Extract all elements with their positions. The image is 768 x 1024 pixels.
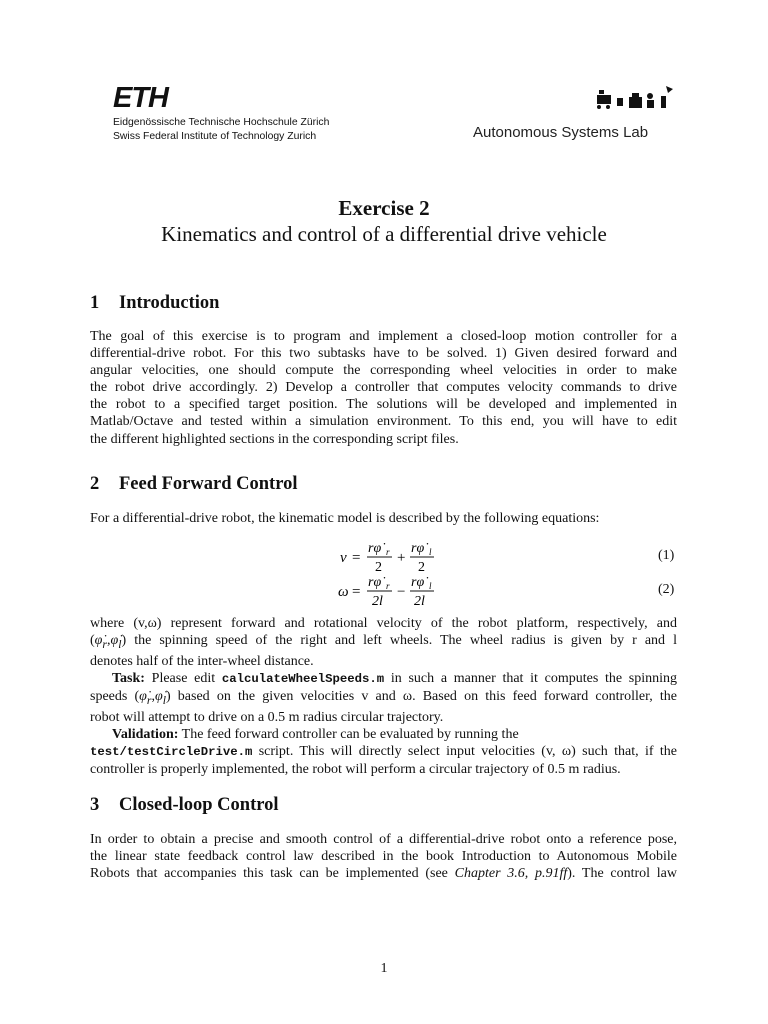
text-line: robot will attempt to drive on a 0.5 m radius circular trajectory. xyxy=(90,710,444,726)
eq-denominator: 2l xyxy=(414,594,425,609)
text-fragment: in such a manner that it computes the spinning xyxy=(390,671,677,687)
text-line: where (v,ω) represent forward and rotational velocity of the robot platform, respectively, and xyxy=(90,616,677,631)
equation-number: (1) xyxy=(658,548,675,563)
eq-numerator: rφ̇ xyxy=(411,575,425,590)
lab-name: Autonomous Systems Lab xyxy=(473,124,649,141)
task-file: calculateWheelSpeeds.m xyxy=(221,672,385,687)
document-title xyxy=(0,195,768,247)
text-line: speeds $(\varphi̇_r,\varphi̇_l)$ based on the given velocities v and ω. Based on this feed forward controller, the xyxy=(90,689,677,707)
eth-wordmark: ETH xyxy=(113,82,168,114)
eq-lhs: ω xyxy=(338,584,349,600)
robots-icon xyxy=(595,84,677,120)
eq-operator: + xyxy=(397,550,406,566)
text-line: the linear state feedback control law described in the book Introduction to Autonomous Mobile xyxy=(90,849,677,865)
institution-english: Swiss Federal Institute of Technology Zurich xyxy=(113,131,317,142)
task-line xyxy=(90,670,677,688)
text-fragment: script. This will directly select input velocities (v, ω) such that, if the xyxy=(258,744,678,760)
exercise-subtitle: Kinematics and control of a differential drive vehicle xyxy=(161,222,607,246)
section-number: 2 xyxy=(90,474,100,494)
page-number: 1 xyxy=(380,961,388,976)
text-line: Matlab/Octave and tested within a simulation environment. To this end, you will have to edit xyxy=(90,414,677,430)
text-line: angular velocities, one should compute the corresponding wheel velocities in order to make xyxy=(90,363,677,379)
eq-numerator: rφ̇ xyxy=(368,541,382,556)
equation-1 xyxy=(330,538,450,576)
eq-subscript: r xyxy=(386,581,390,591)
section-heading-feed-forward xyxy=(90,474,297,495)
introduction-paragraph xyxy=(90,328,677,448)
eq-numerator: rφ̇ xyxy=(368,575,382,590)
text-fragment: Robots that accompanies this task can be implemented (see xyxy=(90,866,448,882)
eth-logo xyxy=(113,84,329,144)
kinematic-intro xyxy=(90,510,677,527)
eq-numerator: rφ̇ xyxy=(411,541,425,556)
svg-text:=: = xyxy=(352,550,361,566)
closed-loop-paragraph xyxy=(90,831,677,882)
text-line: the robot drive accordingly. 2) Develop a controller that computes velocity commands to drive xyxy=(90,380,677,396)
text-line: the robot to a specified target position. The solutions will be developed and implemented in xyxy=(90,397,677,413)
text-line: For a differential-drive robot, the kinematic model is described by the following equations: xyxy=(90,511,600,526)
section-heading-closed-loop xyxy=(90,795,279,816)
validation-label: Validation: xyxy=(112,727,179,743)
section-heading-introduction xyxy=(90,293,219,314)
text-line: differential-drive robot. For this two subtasks have to be solved. 1) Given desired forward and xyxy=(90,346,677,362)
section-title: Introduction xyxy=(119,293,220,313)
equation-2 xyxy=(328,572,450,610)
exercise-title: Exercise 2 xyxy=(338,196,430,220)
chapter-reference: Chapter 3.6, p.91ff xyxy=(454,866,568,882)
text-line: In order to obtain a precise and smooth control of a differential-drive robot onto a reference pose, xyxy=(90,832,677,847)
text-line: $(\varphi̇_r,\varphi̇_l)$ the spinning speed of the right and left wheels. The wheel radius is given by r and l xyxy=(90,633,677,651)
where-paragraph xyxy=(90,615,677,778)
eq-lhs: v xyxy=(340,550,347,566)
task-label: Task: xyxy=(112,671,145,687)
eq-denominator: 2l xyxy=(372,594,383,609)
eq-subscript: l xyxy=(429,581,432,591)
text-fragment: the spinning speed of the right and left wheels. The wheel radius is given by r and l xyxy=(134,633,677,649)
eq-denominator: 2 xyxy=(418,560,425,575)
validation-file: test/testCircleDrive.m xyxy=(90,745,253,760)
eq-denominator: 2 xyxy=(375,560,382,575)
text-line: denotes half of the inter-wheel distance. xyxy=(90,653,314,669)
text-fragment: ). The control law xyxy=(567,866,678,882)
eq-subscript: l xyxy=(429,547,432,557)
equation-number: (2) xyxy=(658,582,675,597)
eq-operator: − xyxy=(397,584,406,600)
text-fragment: based on the given velocities v and ω. Based on this feed forward controller, the xyxy=(177,689,677,705)
text-line xyxy=(90,865,677,882)
institution-german: Eidgenössische Technische Hochschule Zürich xyxy=(113,117,330,128)
text-fragment: The feed forward controller can be evaluated by running the xyxy=(181,727,519,743)
section-number: 1 xyxy=(90,293,100,313)
svg-text:=: = xyxy=(352,584,361,600)
section-title: Closed-loop Control xyxy=(119,795,279,815)
text-fragment: Please edit xyxy=(151,671,216,687)
text-line: the different highlighted sections in the corresponding script files. xyxy=(90,431,459,447)
text-line: The goal of this exercise is to program and implement a closed-loop motion controller for a xyxy=(90,329,677,344)
section-title: Feed Forward Control xyxy=(119,474,298,494)
section-number: 3 xyxy=(90,795,100,815)
text-line xyxy=(90,743,677,761)
text-line: controller is properly implemented, the robot will perform a circular trajectory of 0.5 m radius. xyxy=(90,762,621,778)
eq-subscript: r xyxy=(386,547,390,557)
validation-line xyxy=(90,726,677,743)
